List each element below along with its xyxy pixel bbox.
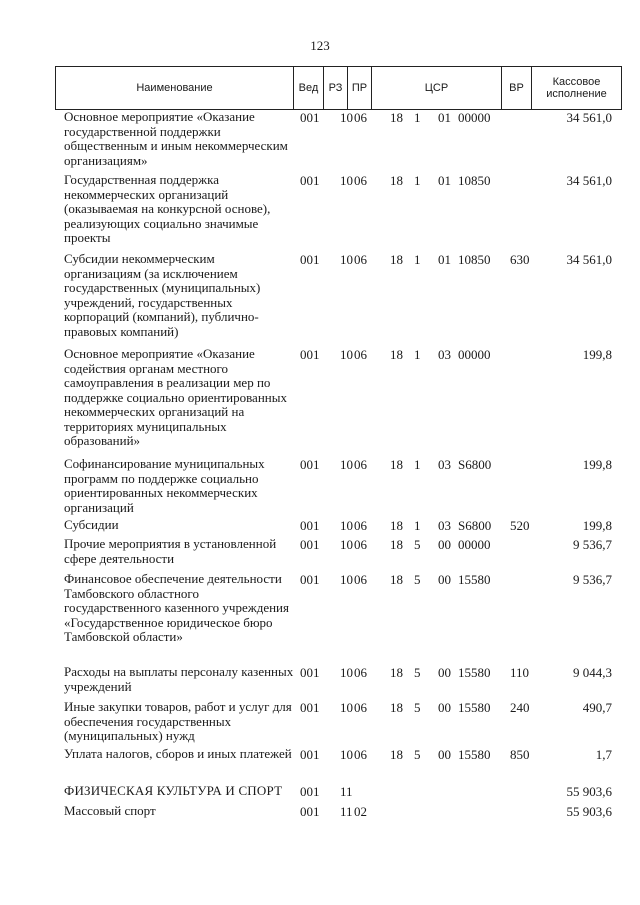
row-csr-event: 03 (438, 347, 451, 362)
row-csr-subprogram: 5 (414, 747, 421, 762)
header-pr: ПР (347, 66, 371, 110)
row-name: Основное мероприятие «Оказание содействия органам местного самоуправления в реализации мер по поддержке социально ориентированных некоммерческих организаций на территориях муниципальных образований» (64, 346, 287, 448)
header-name: Наименование (55, 66, 293, 110)
row-rz: 11 (340, 784, 353, 799)
row-rz: 10 (340, 252, 353, 267)
row-amount: 34 561,0 (566, 110, 612, 125)
row-amount: 55 903,6 (566, 804, 612, 819)
row-rz: 10 (340, 747, 353, 762)
row-csr-direction: 00000 (458, 347, 491, 362)
row-ved: 001 (300, 784, 320, 799)
row-csr-event: 01 (438, 110, 451, 125)
row-name: Субсидии (64, 517, 119, 532)
row-vr: 850 (510, 747, 530, 762)
header-vr: ВР (501, 66, 531, 110)
row-name: Субсидии некоммерческим организациям (за исключением государственных (муниципальных) учреждений, государственных корпораций (компаний), публично-правовых компаний) (64, 251, 261, 339)
row-name: Массовый спорт (64, 803, 156, 818)
header-amount-line2: исполнение (546, 88, 607, 100)
row-csr-event: 00 (438, 700, 451, 715)
row-csr-subprogram: 1 (414, 110, 421, 125)
header-csr: ЦСР (371, 66, 501, 110)
row-amount: 9 536,7 (573, 537, 612, 552)
row-csr-direction: 00000 (458, 537, 491, 552)
row-pr: 06 (354, 252, 367, 267)
row-ved: 001 (300, 457, 320, 472)
row-csr-subprogram: 5 (414, 537, 421, 552)
row-amount: 199,8 (582, 518, 612, 533)
row-ved: 001 (300, 252, 320, 267)
row-name: ФИЗИЧЕСКАЯ КУЛЬТУРА И СПОРТ (64, 783, 283, 798)
row-vr: 110 (510, 665, 530, 680)
row-rz: 10 (340, 518, 353, 533)
row-csr-program: 18 (390, 173, 403, 188)
row-csr-program: 18 (390, 700, 403, 715)
row-pr: 06 (354, 518, 367, 533)
row-pr: 06 (354, 665, 367, 680)
row-csr-subprogram: 5 (414, 700, 421, 715)
row-csr-event: 00 (438, 572, 451, 587)
page-number: 123 (310, 38, 330, 53)
row-ved: 001 (300, 747, 320, 762)
row-csr-event: 00 (438, 665, 451, 680)
header-amount (531, 66, 622, 110)
row-csr-program: 18 (390, 347, 403, 362)
row-amount: 9 536,7 (573, 572, 612, 587)
row-rz: 10 (340, 572, 353, 587)
row-ved: 001 (300, 110, 320, 125)
row-ved: 001 (300, 665, 320, 680)
row-amount: 199,8 (582, 347, 612, 362)
row-csr-subprogram: 1 (414, 173, 421, 188)
row-csr-direction: 15580 (458, 700, 491, 715)
header-amount-line1: Кассовое (552, 76, 601, 88)
header-ved: Вед (293, 66, 323, 110)
row-csr-subprogram: 5 (414, 665, 421, 680)
row-pr: 06 (354, 457, 367, 472)
row-csr-direction: 15580 (458, 665, 491, 680)
row-rz: 10 (340, 173, 353, 188)
row-vr: 630 (510, 252, 530, 267)
row-csr-program: 18 (390, 747, 403, 762)
row-pr: 06 (354, 110, 367, 125)
row-rz: 10 (340, 347, 353, 362)
row-csr-direction: 00000 (458, 110, 491, 125)
row-ved: 001 (300, 700, 320, 715)
row-csr-event: 01 (438, 173, 451, 188)
row-name: Софинансирование муниципальных программ по поддержке социально ориентированных некоммерческих организаций (64, 456, 265, 515)
row-csr-direction: 10850 (458, 252, 491, 267)
row-pr: 06 (354, 173, 367, 188)
row-csr-direction: S6800 (458, 457, 492, 472)
row-ved: 001 (300, 347, 320, 362)
row-pr: 06 (354, 537, 367, 552)
row-csr-event: 00 (438, 747, 451, 762)
row-amount: 1,7 (595, 747, 612, 762)
row-rz: 10 (340, 537, 353, 552)
row-rz: 10 (340, 700, 353, 715)
row-rz: 10 (340, 665, 353, 680)
row-csr-event: 00 (438, 537, 451, 552)
row-csr-subprogram: 1 (414, 518, 421, 533)
row-rz: 10 (340, 110, 353, 125)
row-amount: 199,8 (582, 457, 612, 472)
header-rz: РЗ (323, 66, 347, 110)
row-csr-program: 18 (390, 457, 403, 472)
row-pr: 06 (354, 572, 367, 587)
row-csr-event: 03 (438, 457, 451, 472)
row-csr-direction: 10850 (458, 173, 491, 188)
row-ved: 001 (300, 518, 320, 533)
row-csr-event: 03 (438, 518, 451, 533)
row-name: Государственная поддержка некоммерческих организаций (оказываемая на конкурсной основе), реализующих социально значимые проекты (64, 172, 271, 245)
row-pr: 02 (354, 804, 367, 819)
row-csr-subprogram: 1 (414, 457, 421, 472)
row-name: Финансовое обеспечение деятельности Тамбовского областного государственного казенного учреждения «Государственное юридическое бюро Тамбовской области» (64, 571, 289, 644)
row-name: Прочие мероприятия в установленной сфере деятельности (64, 536, 277, 566)
row-csr-event: 01 (438, 252, 451, 267)
row-pr: 06 (354, 347, 367, 362)
row-csr-program: 18 (390, 537, 403, 552)
row-amount: 34 561,0 (566, 252, 612, 267)
row-name: Основное мероприятие «Оказание государственной поддержки общественным и иным некоммерческим организациям» (64, 109, 288, 168)
row-ved: 001 (300, 804, 320, 819)
row-name: Расходы на выплаты персоналу казенных учреждений (64, 664, 294, 694)
row-ved: 001 (300, 173, 320, 188)
row-csr-program: 18 (390, 252, 403, 267)
row-rz: 11 (340, 804, 353, 819)
row-vr: 520 (510, 518, 530, 533)
row-pr: 06 (354, 747, 367, 762)
row-csr-subprogram: 1 (414, 252, 421, 267)
row-csr-subprogram: 5 (414, 572, 421, 587)
row-csr-program: 18 (390, 572, 403, 587)
row-csr-direction: S6800 (458, 518, 492, 533)
row-csr-direction: 15580 (458, 572, 491, 587)
row-ved: 001 (300, 572, 320, 587)
row-csr-program: 18 (390, 110, 403, 125)
row-amount: 490,7 (582, 700, 612, 715)
row-amount: 9 044,3 (573, 665, 612, 680)
row-name: Иные закупки товаров, работ и услуг для обеспечения государственных (муниципальных) нужд (64, 699, 292, 743)
row-name: Уплата налогов, сборов и иных платежей (64, 746, 292, 761)
row-rz: 10 (340, 457, 353, 472)
row-csr-subprogram: 1 (414, 347, 421, 362)
row-amount: 34 561,0 (566, 173, 612, 188)
row-csr-program: 18 (390, 518, 403, 533)
row-csr-direction: 15580 (458, 747, 491, 762)
row-vr: 240 (510, 700, 530, 715)
row-amount: 55 903,6 (566, 784, 612, 799)
row-pr: 06 (354, 700, 367, 715)
row-ved: 001 (300, 537, 320, 552)
row-csr-program: 18 (390, 665, 403, 680)
